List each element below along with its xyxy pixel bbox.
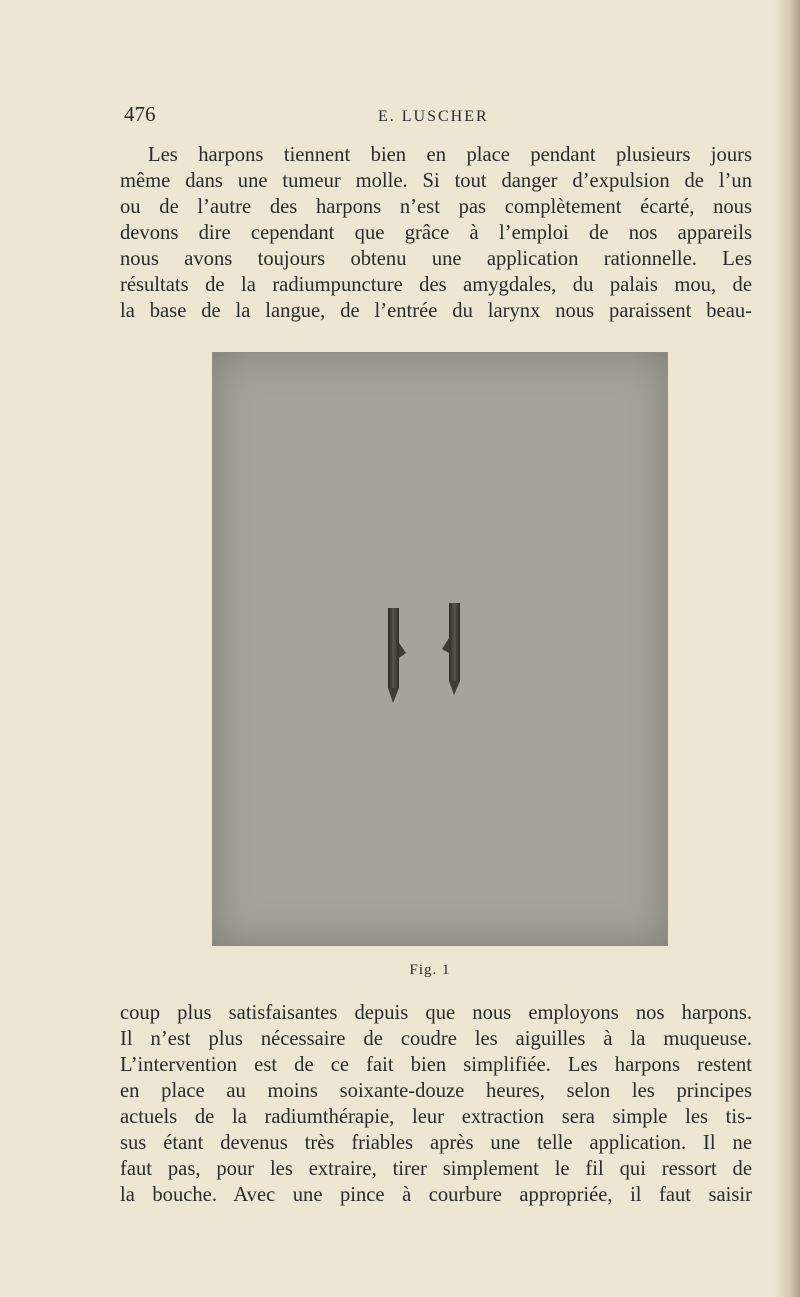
text-line: en place au moins soixante-douze heures, selon les principes xyxy=(120,1080,752,1102)
text-line: coup plus satisfaisantes depuis que nous employons nos harpons. xyxy=(120,1002,752,1024)
paragraph-bottom xyxy=(120,1000,752,1208)
page-edge-shadow xyxy=(774,0,800,1297)
text-line: L’intervention est de ce fait bien simplifiée. Les harpons restent xyxy=(120,1054,752,1076)
figure-photo xyxy=(212,352,668,946)
text-line: résultats de la radiumpuncture des amygdales, du palais mou, de xyxy=(120,274,752,296)
paragraph-top xyxy=(120,142,752,324)
page-header xyxy=(118,100,754,132)
text-line: devons dire cependant que grâce à l’emploi de nos appareils xyxy=(120,222,752,244)
text-line: même dans une tumeur molle. Si tout danger d’expulsion de l’un xyxy=(120,170,752,192)
text-line: la base de la langue, de l’entrée du larynx nous paraissent beau- xyxy=(120,300,752,322)
text-line: la bouche. Avec une pince à courbure appropriée, il faut saisir xyxy=(120,1184,752,1206)
text-line: ou de l’autre des harpons n’est pas complètement écarté, nous xyxy=(120,196,752,218)
harpoon-left xyxy=(388,608,406,703)
text-line: nous avons toujours obtenu une application rationnelle. Les xyxy=(120,248,752,270)
harpoon-right xyxy=(442,603,460,695)
text-line: faut pas, pour les extraire, tirer simplement le fil qui ressort de xyxy=(120,1158,752,1180)
text-line: sus étant devenus très friables après une telle application. Il ne xyxy=(120,1132,752,1154)
text-line: Il n’est plus nécessaire de coudre les aiguilles à la muqueuse. xyxy=(120,1028,752,1050)
text-line: actuels de la radiumthérapie, leur extraction sera simple les tis- xyxy=(120,1106,752,1128)
running-head: E. LUSCHER xyxy=(378,108,489,125)
text-line: Les harpons tiennent bien en place pendant plusieurs jours xyxy=(148,144,752,166)
harpoons-illustration xyxy=(213,353,667,945)
figure-caption: Fig. 1 xyxy=(409,962,451,978)
page-number: 476 xyxy=(124,102,156,126)
